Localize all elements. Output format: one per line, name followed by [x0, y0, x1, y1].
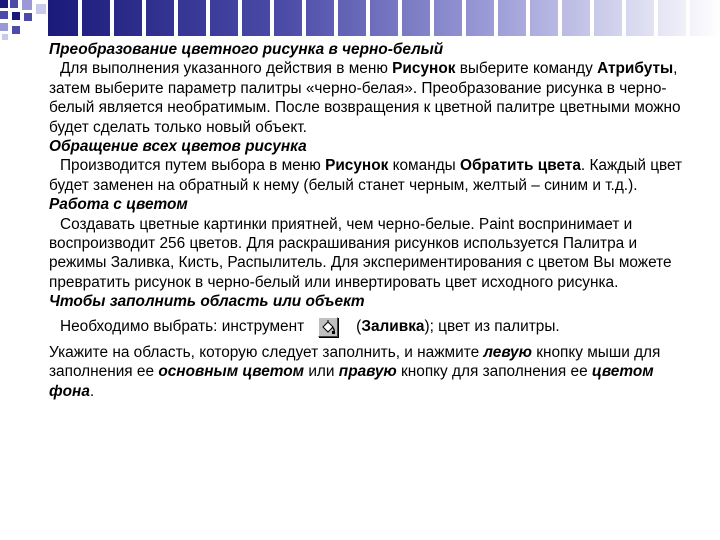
deco-square	[0, 0, 8, 8]
paragraph-tool	[49, 317, 689, 337]
text-segment: Необходимо выбрать: инструмент	[60, 317, 305, 335]
deco-square	[24, 13, 32, 21]
deco-square	[36, 4, 46, 14]
text-segment: выберите команду	[455, 60, 598, 78]
text-segment: Укажите на область, которую следует заполнить, и нажмите	[49, 343, 484, 361]
text-segment: ); цвет из палитры.	[424, 317, 560, 335]
text-segment: Для выполнения указанного действия в меню	[60, 60, 393, 78]
text-segment: . Каждый цвет будет заменен на обратный к нему (белый станет черным, желтый – синим и т.д.).	[49, 157, 683, 194]
paragraph-color: Создавать цветные картинки приятней, чем черно-белые. Paint воспринимает и воспроизводит 256 цветов. Для раскрашивания рисунков используется Палитра и режимы Заливка, Кисть, Распылитель. Для экспериментирования с цветом Вы можете превратить рисунок в черно-белый или инвертировать цвет исходного рисунка.	[49, 215, 672, 291]
command-name: Атрибуты	[597, 60, 674, 78]
emphasis-main-color: основным цветом	[158, 363, 305, 381]
menu-name: Рисунок	[392, 60, 456, 78]
emphasis-right: правую	[338, 363, 397, 381]
section-heading-bw: Преобразование цветного рисунка в черно-белый	[49, 41, 444, 58]
text-segment: команды	[388, 157, 461, 175]
deco-square	[12, 12, 20, 20]
deco-square	[0, 23, 8, 31]
deco-square	[22, 0, 32, 10]
text-segment: .	[89, 382, 95, 400]
menu-name: Рисунок	[325, 157, 389, 175]
text-segment: кнопку мыши для заполнения ее	[49, 343, 661, 381]
tool-name: Заливка	[361, 317, 425, 335]
document-body	[49, 40, 689, 401]
text-segment: кнопку для заполнения ее	[396, 363, 592, 381]
section-heading-color: Работа с цветом	[49, 196, 188, 214]
text-segment: (	[356, 317, 362, 335]
deco-square	[10, 0, 18, 8]
deco-square	[2, 34, 8, 40]
emphasis-left: левую	[483, 343, 532, 361]
command-name: Обратить цвета	[460, 157, 581, 175]
text-segment: , затем выберите параметр палитры «черно-белая». Преобразование рисунка в черно-белый является необратимым. После возвращения к цветной палитре цветными можно будет сделать только новый объект.	[49, 60, 681, 136]
header-decoration	[0, 0, 720, 40]
emphasis-bg-color: цветом фона	[49, 363, 654, 400]
section-heading-invert: Обращение всех цветов рисунка	[49, 138, 307, 156]
deco-square	[0, 11, 8, 19]
section-heading-fill: Чтобы заполнить область или объект	[49, 293, 365, 311]
fill-bucket-icon	[318, 317, 338, 337]
deco-square	[12, 26, 20, 34]
paragraph-bw	[49, 59, 689, 137]
gradient-band	[48, 0, 720, 36]
paragraph-invert	[49, 156, 689, 195]
paragraph-fill	[49, 343, 689, 401]
text-segment: или	[304, 363, 339, 381]
text-segment: Производится путем выбора в меню	[60, 157, 326, 175]
